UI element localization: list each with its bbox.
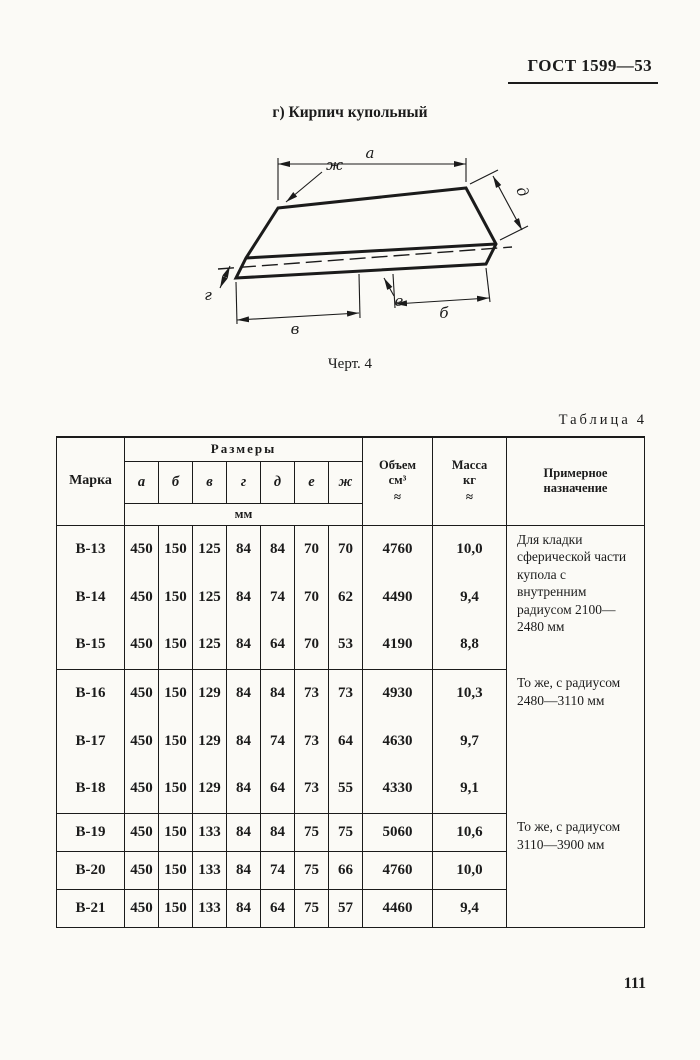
- mark-cell: В-20: [57, 851, 125, 889]
- dim-label-e: е: [394, 292, 404, 310]
- dim-cell: 133: [193, 889, 227, 927]
- dim-cell: 150: [159, 525, 193, 573]
- dim-cell: 70: [295, 573, 329, 621]
- volume-header-line-2: см³: [388, 473, 407, 488]
- col-header-mass: [433, 437, 507, 525]
- dim-cell: 133: [193, 813, 227, 851]
- dim-cell: 150: [159, 621, 193, 669]
- dim-cell: 84: [261, 525, 295, 573]
- mass-cell: 9,4: [433, 573, 507, 621]
- table-caption: [559, 412, 644, 429]
- mark-cell: В-17: [57, 717, 125, 765]
- col-header-mark: Марка: [57, 437, 125, 525]
- volume-header-line-1: Объем: [378, 457, 416, 472]
- dim-cell: 53: [329, 621, 363, 669]
- volume-cell: 4760: [363, 851, 433, 889]
- dim-cell: 150: [159, 889, 193, 927]
- dim-label-d: д: [512, 183, 533, 201]
- dim-cell: 70: [295, 621, 329, 669]
- table-row: [57, 669, 645, 717]
- purpose-note: То же, с радиусом 3110—3900 мм: [507, 813, 645, 927]
- volume-cell: 4760: [363, 525, 433, 573]
- mass-header-line-1: Масса: [451, 457, 488, 472]
- dim-label-v: в: [290, 320, 300, 338]
- mark-cell: В-13: [57, 525, 125, 573]
- dim-cell: 84: [227, 621, 261, 669]
- mass-cell: 8,8: [433, 621, 507, 669]
- mark-cell: В-21: [57, 889, 125, 927]
- dim-cell: 84: [227, 717, 261, 765]
- dim-cell: 450: [125, 813, 159, 851]
- dim-cell: 74: [261, 717, 295, 765]
- brick-drawing: [150, 138, 550, 353]
- dim-cell: 150: [159, 573, 193, 621]
- dim-label-b: б: [439, 304, 449, 322]
- col-header-dim-g: г: [227, 461, 261, 503]
- dim-cell: 129: [193, 765, 227, 813]
- volume-cell: 4190: [363, 621, 433, 669]
- table-caption-word: Таблица: [558, 412, 631, 428]
- dim-cell: 62: [329, 573, 363, 621]
- dim-cell: 125: [193, 621, 227, 669]
- dim-cell: 450: [125, 621, 159, 669]
- header-row-1: [57, 437, 645, 461]
- dim-cell: 57: [329, 889, 363, 927]
- dim-cell: 84: [227, 889, 261, 927]
- dim-cell: 150: [159, 765, 193, 813]
- doc-number: ГОСТ 1599—53: [527, 56, 652, 75]
- col-header-dim-a: а: [125, 461, 159, 503]
- dim-cell: 75: [295, 889, 329, 927]
- col-header-unit: мм: [125, 503, 363, 525]
- col-header-dim-d: д: [261, 461, 295, 503]
- purpose-note: Для кладки сферической части купола с внутренним радиусом 2100—2480 мм: [507, 525, 645, 669]
- mark-cell: В-15: [57, 621, 125, 669]
- mass-cell: 10,3: [433, 669, 507, 717]
- col-header-volume: [363, 437, 433, 525]
- dim-cell: 84: [261, 813, 295, 851]
- dim-cell: 129: [193, 717, 227, 765]
- table-row: [57, 525, 645, 573]
- dim-label-a: а: [365, 144, 375, 162]
- mass-header-line-2: кг: [463, 473, 476, 488]
- mass-cell: 9,7: [433, 717, 507, 765]
- col-header-sizes: Размеры: [125, 437, 363, 461]
- col-header-dim-b: б: [159, 461, 193, 503]
- dim-cell: 70: [295, 525, 329, 573]
- dim-cell: 64: [261, 889, 295, 927]
- mass-cell: 10,0: [433, 851, 507, 889]
- volume-approx-sign: ≈: [393, 488, 402, 504]
- header-rule: [508, 82, 658, 84]
- dim-cell: 450: [125, 765, 159, 813]
- volume-cell: 4330: [363, 765, 433, 813]
- dim-cell: 150: [159, 717, 193, 765]
- mark-cell: В-19: [57, 813, 125, 851]
- volume-cell: 4490: [363, 573, 433, 621]
- table-row: [57, 813, 645, 851]
- mark-cell: В-16: [57, 669, 125, 717]
- dim-cell: 75: [329, 813, 363, 851]
- dim-cell: 73: [295, 669, 329, 717]
- dim-label-g: г: [204, 286, 212, 304]
- mass-cell: 10,0: [433, 525, 507, 573]
- dim-cell: 64: [261, 621, 295, 669]
- dim-cell: 450: [125, 525, 159, 573]
- purpose-note: То же, с радиусом 2480—3110 мм: [507, 669, 645, 813]
- col-header-dim-v: в: [193, 461, 227, 503]
- dim-cell: 133: [193, 851, 227, 889]
- dim-cell: 75: [295, 813, 329, 851]
- dim-cell: 73: [295, 717, 329, 765]
- brick-front-edge: [246, 244, 496, 258]
- dim-cell: 84: [227, 525, 261, 573]
- dim-cell: 450: [125, 573, 159, 621]
- dim-cell: 84: [227, 813, 261, 851]
- dim-label-zh: ж: [326, 156, 344, 174]
- volume-cell: 4630: [363, 717, 433, 765]
- mass-approx-sign: ≈: [465, 488, 474, 504]
- page-number: 111: [623, 975, 646, 992]
- purpose-header-line-1: Примерное: [543, 465, 608, 480]
- dim-cell: 73: [295, 765, 329, 813]
- volume-cell: 4460: [363, 889, 433, 927]
- dim-cell: 450: [125, 669, 159, 717]
- dim-cell: 450: [125, 889, 159, 927]
- col-header-purpose: [507, 437, 645, 525]
- dim-cell: 73: [329, 669, 363, 717]
- dim-cell: 75: [295, 851, 329, 889]
- dim-cell: 84: [227, 765, 261, 813]
- mass-cell: 10,6: [433, 813, 507, 851]
- dim-cell: 70: [329, 525, 363, 573]
- dim-cell: 66: [329, 851, 363, 889]
- mass-cell: 9,1: [433, 765, 507, 813]
- mark-cell: В-14: [57, 573, 125, 621]
- dim-cell: 84: [227, 669, 261, 717]
- dim-cell: 84: [261, 669, 295, 717]
- dim-cell: 84: [227, 851, 261, 889]
- mark-cell: В-18: [57, 765, 125, 813]
- section-title: г) Кирпич купольный: [272, 104, 428, 121]
- volume-cell: 4930: [363, 669, 433, 717]
- dim-cell: 74: [261, 851, 295, 889]
- col-header-dim-e: е: [295, 461, 329, 503]
- mass-cell: 9,4: [433, 889, 507, 927]
- dim-cell: 150: [159, 669, 193, 717]
- dim-cell: 74: [261, 573, 295, 621]
- dim-cell: 129: [193, 669, 227, 717]
- dim-cell: 64: [329, 717, 363, 765]
- purpose-header-line-2: назначение: [543, 481, 608, 496]
- volume-cell: 5060: [363, 813, 433, 851]
- dim-cell: 125: [193, 525, 227, 573]
- dim-cell: 84: [227, 573, 261, 621]
- dim-cell: 150: [159, 813, 193, 851]
- col-header-dim-zh: ж: [329, 461, 363, 503]
- dim-cell: 450: [125, 851, 159, 889]
- dim-cell: 64: [261, 765, 295, 813]
- dim-cell: 450: [125, 717, 159, 765]
- dim-cell: 125: [193, 573, 227, 621]
- dim-cell: 150: [159, 851, 193, 889]
- figure-caption: Черт. 4: [327, 356, 373, 372]
- table-caption-number: 4: [636, 412, 644, 428]
- brick-figure: [150, 138, 550, 353]
- dimensions-table: [56, 436, 645, 928]
- dim-cell: 55: [329, 765, 363, 813]
